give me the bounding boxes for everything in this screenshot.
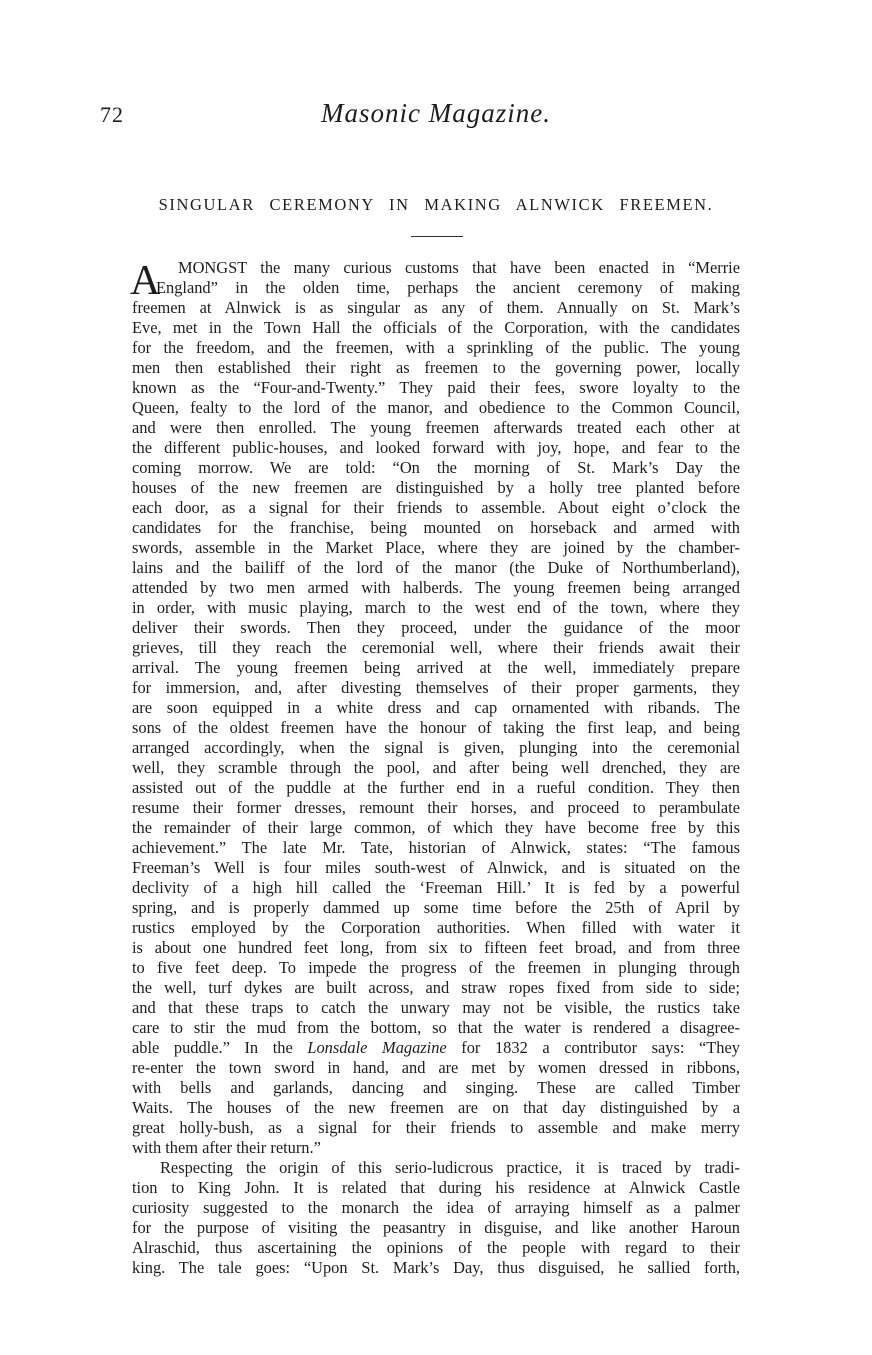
body-line: tion to King John. It is related that during his residence at Alnwick Castle: [132, 1178, 740, 1197]
body-line-tail: for 1832 a contributor says: “They: [446, 1038, 740, 1057]
body-line: candidates for the franchise, being mounted on horseback and armed with: [132, 518, 740, 537]
body-line: king. The tale goes: “Upon St. Mark’s Day, thus disguised, he sallied forth,: [132, 1258, 740, 1277]
running-head: Masonic Magazine.: [321, 98, 551, 128]
article-body: [132, 258, 740, 1278]
body-line: to five feet deep. To impede the progress of the freemen in plunging through: [132, 958, 740, 977]
body-line: spring, and is properly dammed up some time before the 25th of April by: [132, 898, 740, 917]
body-line: England” in the olden time, perhaps the ancient ceremony of making: [156, 278, 740, 297]
body-line: sons of the oldest freemen have the honour of taking the first leap, and being: [132, 718, 740, 737]
body-line: rustics employed by the Corporation authorities. When filled with water it: [132, 918, 740, 937]
body-line: MONGST the many curious customs that have been enacted in “Merrie: [178, 258, 740, 277]
body-line: known as the “Four-and-Twenty.” They paid their fees, swore loyalty to the: [132, 378, 740, 397]
body-line: houses of the new freemen are distinguished by a holly tree planted before: [132, 478, 740, 497]
body-line: for the purpose of visiting the peasantry in disguise, and like another Haroun: [132, 1218, 740, 1237]
body-line: curiosity suggested to the monarch the idea of arraying himself as a palmer: [132, 1198, 740, 1217]
body-line: with them after their return.”: [132, 1138, 321, 1157]
body-line: each door, as a signal for their friends to assemble. About eight o’clock the: [132, 498, 740, 517]
body-line: are soon equipped in a white dress and cap ornamented with ribands. The: [132, 698, 740, 717]
body-line: arrival. The young freemen being arrived at the well, immediately prepare: [132, 658, 740, 677]
body-line: care to stir the mud from the bottom, so that the water is rendered a disagree-: [132, 1018, 740, 1037]
body-line: re-enter the town sword in hand, and are met by women dressed in ribbons,: [132, 1058, 740, 1077]
body-line: Eve, met in the Town Hall the officials of the Corporation, with the candidates: [132, 318, 740, 337]
title-rule: [411, 236, 463, 237]
body-line: lains and the bailiff of the lord of the manor (the Duke of Northumberland),: [132, 558, 740, 577]
body-line: grieves, till they reach the ceremonial well, where their friends await their: [132, 638, 740, 657]
body-line: with bells and garlands, dancing and singing. These are called Timber: [132, 1078, 740, 1097]
body-line: and that these traps to catch the unwary may not be visible, the rustics take: [132, 998, 740, 1017]
body-line: men then established their right as freemen to the governing power, locally: [132, 358, 740, 377]
body-line: resume their former dresses, remount their horses, and proceed to perambulate: [132, 798, 740, 817]
body-line: for immersion, and, after divesting themselves of their proper garments, they: [132, 678, 740, 697]
body-line: the remainder of their large common, of which they have become free by this: [132, 818, 740, 837]
body-line: Freeman’s Well is four miles south-west of Alnwick, and is situated on the: [132, 858, 740, 877]
body-line: assisted out of the puddle at the further end in a rueful condition. They then: [132, 778, 740, 797]
body-line-mixed: [132, 1038, 740, 1058]
article-title: SINGULAR CEREMONY IN MAKING ALNWICK FREEMEN.: [158, 195, 714, 214]
body-line: Alraschid, thus ascertaining the opinions of the people with regard to their: [132, 1238, 740, 1257]
body-line-head: able puddle.” In the: [132, 1038, 293, 1057]
body-line: in order, with music playing, march to the west end of the town, where they: [132, 598, 740, 617]
body-line: the different public-houses, and looked forward with joy, hope, and fear to the: [132, 438, 740, 457]
drop-cap: A: [130, 258, 161, 304]
body-line: swords, assemble in the Market Place, where they are joined by the chamber-: [132, 538, 740, 557]
body-line: great holly-bush, as a signal for their friends to assemble and make merry: [132, 1118, 740, 1137]
body-line: is about one hundred feet long, from six to fifteen feet broad, and from three: [132, 938, 740, 957]
body-line: coming morrow. We are told: “On the morning of St. Mark’s Day the: [132, 458, 740, 477]
body-line: declivity of a high hill called the ‘Freeman Hill.’ It is fed by a powerful: [132, 878, 740, 897]
magazine-title-italic: Lonsdale Magazine: [307, 1038, 447, 1057]
body-line: and were then enrolled. The young freemen afterwards treated each other at: [132, 418, 740, 437]
body-line: the well, turf dykes are built across, and straw ropes fixed from side to side;: [132, 978, 740, 997]
body-line: for the freedom, and the freemen, with a sprinkling of the public. The young: [132, 338, 740, 357]
body-line: well, they scramble through the pool, and after being well drenched, they are: [132, 758, 740, 777]
body-line: Respecting the origin of this serio-ludicrous practice, it is traced by tradi-: [160, 1158, 740, 1177]
body-line: deliver their swords. Then they proceed, under the guidance of the moor: [132, 618, 740, 637]
body-line: attended by two men armed with halberds. The young freemen being arranged: [132, 578, 740, 597]
body-line: Queen, fealty to the lord of the manor, and obedience to the Common Council,: [132, 398, 740, 417]
page-number: 72: [100, 102, 124, 127]
body-line: achievement.” The late Mr. Tate, historian of Alnwick, states: “The famous: [132, 838, 740, 857]
body-line: arranged accordingly, when the signal is given, plunging into the ceremonial: [132, 738, 740, 757]
body-line: Waits. The houses of the new freemen are on that day distinguished by a: [132, 1098, 740, 1117]
body-line: freemen at Alnwick is as singular as any of them. Annually on St. Mark’s: [132, 298, 740, 317]
